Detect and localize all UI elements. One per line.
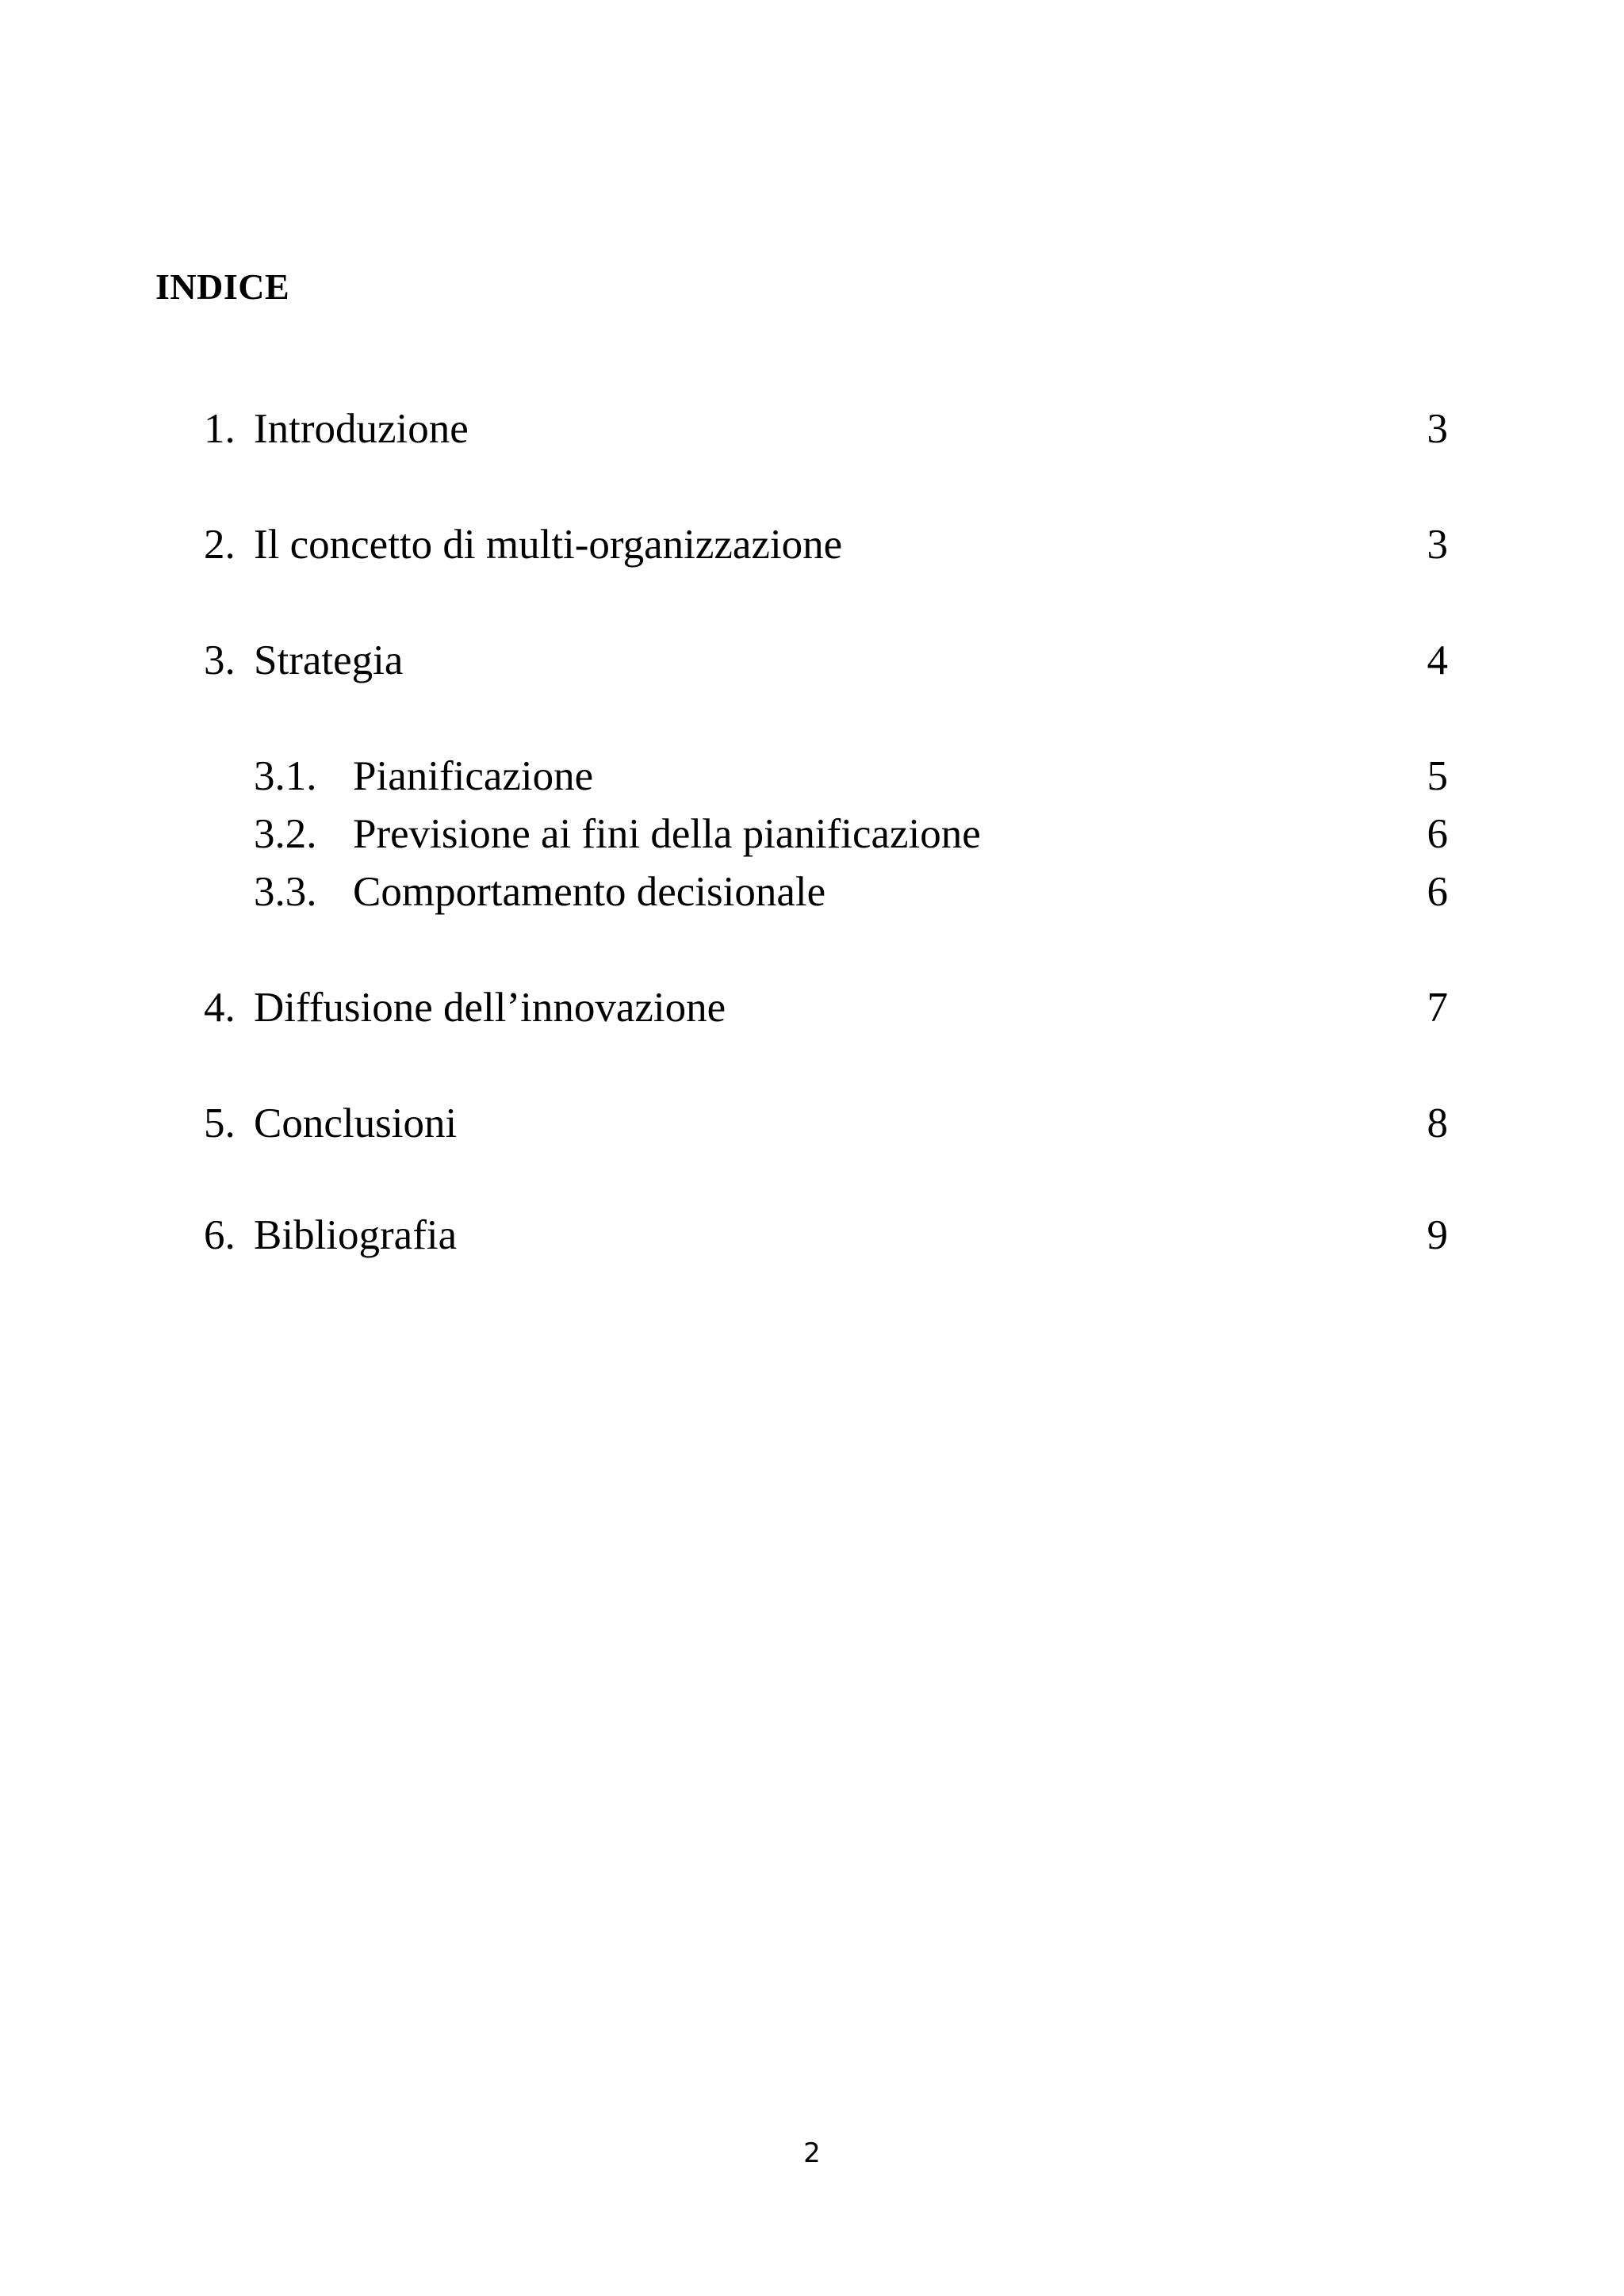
toc-entry-number: 1. — [204, 406, 236, 452]
toc-entry-number: 4. — [204, 985, 236, 1031]
toc-entry-strategia — [0, 632, 1624, 689]
toc-entry-page: 9 — [1427, 1212, 1448, 1258]
toc-entry-number: 3.1. — [254, 753, 317, 799]
toc-entry-number: 6. — [204, 1212, 236, 1258]
toc-entry-pianificazione — [0, 748, 1624, 805]
toc-entry-page: 7 — [1427, 985, 1448, 1031]
toc-entry-number: 3.2. — [254, 811, 317, 857]
toc-entry-number: 5. — [204, 1100, 236, 1146]
toc-entry-title: Bibliografia — [254, 1212, 458, 1258]
toc-entry-page: 8 — [1427, 1100, 1448, 1146]
toc-entry-bibliografia — [0, 1207, 1624, 1264]
toc-entry-conclusioni — [0, 1095, 1624, 1152]
toc-entry-previsione — [0, 806, 1624, 863]
toc-entry-introduzione — [0, 400, 1624, 457]
toc-entry-title: Diffusione dell’innovazione — [254, 985, 726, 1031]
toc-entry-page: 3 — [1427, 406, 1448, 452]
toc-entry-number: 3.3. — [254, 869, 317, 915]
toc-entry-title: Il concetto di multi-organizzazione — [254, 522, 843, 568]
toc-entry-page: 6 — [1427, 869, 1448, 915]
toc-entry-title: Previsione ai fini della pianificazione — [353, 811, 981, 857]
toc-entry-multi-organizzazione — [0, 516, 1624, 573]
toc-entry-title: Comportamento decisionale — [353, 869, 826, 915]
toc-entry-page: 5 — [1427, 753, 1448, 799]
toc-entry-title: Pianificazione — [353, 753, 594, 799]
toc-entry-diffusione-innovazione — [0, 979, 1624, 1036]
toc-entry-number: 3. — [204, 637, 236, 683]
toc-entry-number: 2. — [204, 522, 236, 568]
toc-entry-page: 6 — [1427, 811, 1448, 857]
toc-heading: INDICE — [155, 266, 290, 307]
toc-entry-title: Conclusioni — [254, 1100, 458, 1146]
page-number: 2 — [803, 2137, 821, 2169]
toc-entry-title: Introduzione — [254, 406, 469, 452]
toc-entry-comportamento-decisionale — [0, 863, 1624, 920]
toc-entry-page: 4 — [1427, 637, 1448, 683]
toc-entry-title: Strategia — [254, 637, 404, 683]
toc-entry-page: 3 — [1427, 522, 1448, 568]
